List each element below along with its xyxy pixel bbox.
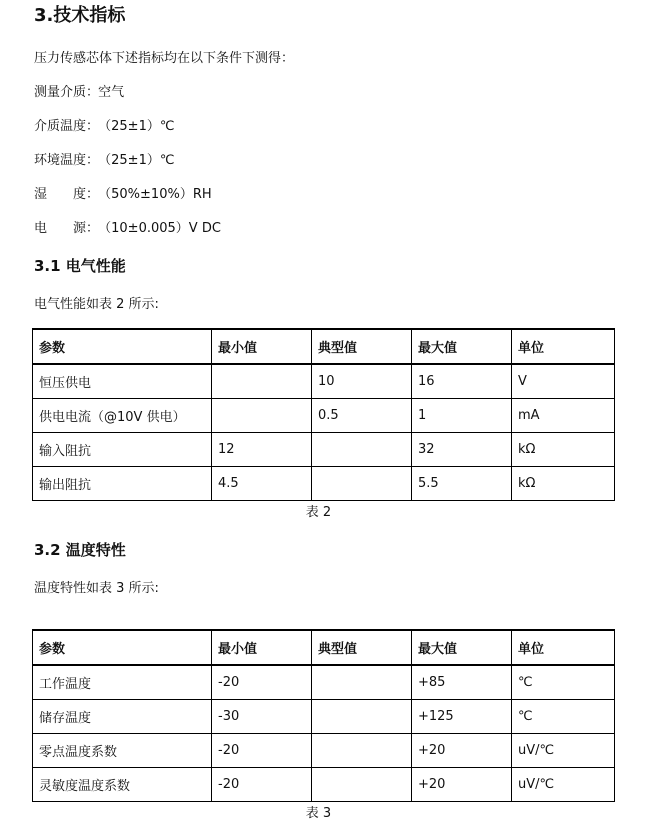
header-max: 最大值 xyxy=(412,329,512,364)
table-cell: 4.5 xyxy=(212,467,312,501)
condition-label: 环境温度： xyxy=(34,153,100,168)
table-header-row xyxy=(33,630,615,665)
temperature-title: 3.2 温度特性 xyxy=(34,541,126,559)
table-cell: 16 xyxy=(412,364,512,399)
electrical-intro: 电气性能如表 2 所示: xyxy=(34,297,159,312)
table-cell: mA xyxy=(512,399,615,433)
temperature-intro: 温度特性如表 3 所示: xyxy=(34,581,159,596)
table-cell xyxy=(212,364,312,399)
condition-value: （10±0.005）V DC xyxy=(98,221,221,236)
condition-value: （50%±10%）RH xyxy=(98,187,212,202)
header-min: 最小值 xyxy=(212,630,312,665)
header-parameter: 参数 xyxy=(33,630,212,665)
condition-value: 空气 xyxy=(98,85,125,100)
table-row xyxy=(33,700,615,734)
table-cell: 10 xyxy=(312,364,412,399)
temperature-table-caption: 表 3 xyxy=(305,806,332,821)
table-row xyxy=(33,768,615,802)
condition-label: 测量介质： xyxy=(34,85,100,100)
table-cell: 工作温度 xyxy=(33,665,212,700)
table-row xyxy=(33,364,615,399)
conditions-intro: 压力传感芯体下述指标均在以下条件下测得： xyxy=(34,51,295,66)
table-cell xyxy=(312,665,412,700)
table-cell: -20 xyxy=(212,665,312,700)
table-cell xyxy=(312,467,412,501)
table-cell: 32 xyxy=(412,433,512,467)
table-cell: kΩ xyxy=(512,467,615,501)
table-cell: +20 xyxy=(412,768,512,802)
condition-value: （25±1）℃ xyxy=(98,119,175,134)
table-row xyxy=(33,665,615,700)
header-unit: 单位 xyxy=(512,630,615,665)
table-cell xyxy=(212,399,312,433)
table-cell xyxy=(312,734,412,768)
table-cell: -30 xyxy=(212,700,312,734)
table-row xyxy=(33,399,615,433)
table-cell: +85 xyxy=(412,665,512,700)
table-cell: 输入阻抗 xyxy=(33,433,212,467)
table-cell xyxy=(312,433,412,467)
table-cell: 12 xyxy=(212,433,312,467)
table-cell xyxy=(312,768,412,802)
header-unit: 单位 xyxy=(512,329,615,364)
table-cell: uV/℃ xyxy=(512,734,615,768)
condition-medium-temperature xyxy=(34,118,174,136)
table-row xyxy=(33,734,615,768)
condition-ambient-temperature xyxy=(34,152,174,170)
table-cell: 灵敏度温度系数 xyxy=(33,768,212,802)
table-cell: +20 xyxy=(412,734,512,768)
table-header-row xyxy=(33,329,615,364)
section-title: 3.技术指标 xyxy=(34,5,126,26)
table-cell: 零点温度系数 xyxy=(33,734,212,768)
header-parameter: 参数 xyxy=(33,329,212,364)
header-typ: 典型值 xyxy=(312,630,412,665)
header-typ: 典型值 xyxy=(312,329,412,364)
condition-label: 湿 度： xyxy=(34,187,100,202)
table-cell: ℃ xyxy=(512,700,615,734)
condition-power xyxy=(34,220,221,238)
table-cell xyxy=(312,700,412,734)
table-cell: kΩ xyxy=(512,433,615,467)
table-cell: uV/℃ xyxy=(512,768,615,802)
condition-label: 介质温度： xyxy=(34,119,100,134)
table-cell: -20 xyxy=(212,734,312,768)
table-cell: ℃ xyxy=(512,665,615,700)
electrical-table-caption: 表 2 xyxy=(305,505,332,520)
temperature-table xyxy=(32,629,615,802)
table-row xyxy=(33,467,615,501)
header-max: 最大值 xyxy=(412,630,512,665)
condition-value: （25±1）℃ xyxy=(98,153,175,168)
electrical-table xyxy=(32,328,615,501)
condition-label: 电 源： xyxy=(34,221,100,236)
table-cell: 供电电流（@10V 供电） xyxy=(33,399,212,433)
table-cell: 恒压供电 xyxy=(33,364,212,399)
condition-medium xyxy=(34,84,124,102)
electrical-title: 3.1 电气性能 xyxy=(34,257,126,275)
table-row xyxy=(33,433,615,467)
condition-humidity xyxy=(34,186,212,204)
table-cell: 储存温度 xyxy=(33,700,212,734)
table-cell: 输出阻抗 xyxy=(33,467,212,501)
table-cell: +125 xyxy=(412,700,512,734)
header-min: 最小值 xyxy=(212,329,312,364)
table-cell: 5.5 xyxy=(412,467,512,501)
table-cell: 1 xyxy=(412,399,512,433)
table-cell: -20 xyxy=(212,768,312,802)
table-cell: 0.5 xyxy=(312,399,412,433)
table-cell: V xyxy=(512,364,615,399)
